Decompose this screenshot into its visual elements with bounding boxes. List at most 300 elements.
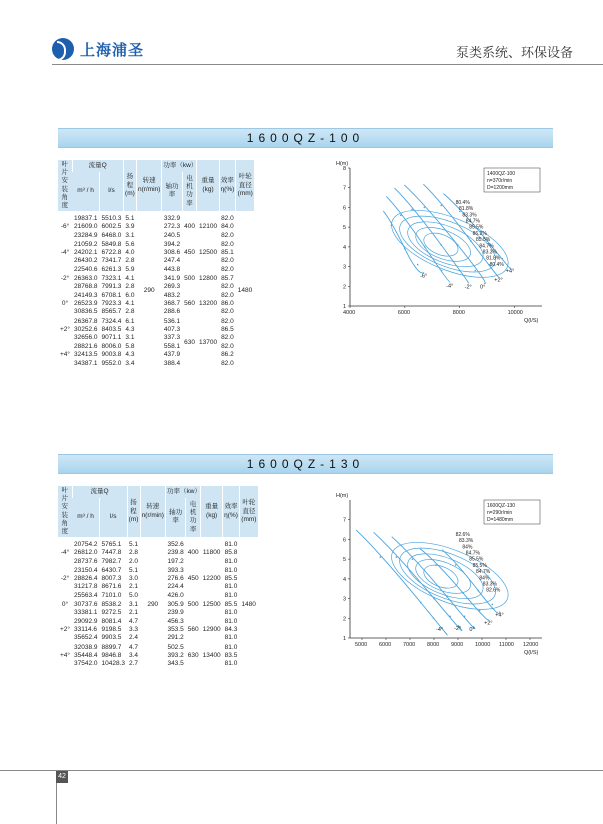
efficiency-cell: 84.0 [219, 223, 236, 231]
weight-cell: 11800 [201, 537, 223, 566]
x-tick-label: 5000 [355, 642, 368, 648]
data-point [449, 616, 451, 618]
flow-m3h-cell: 26367.8 [74, 317, 98, 325]
efficiency-cell: 84.3 [223, 626, 240, 634]
efficiency-cell: 81.0 [223, 592, 240, 601]
efficiency-label: 83.3% [462, 212, 477, 219]
shaft-power-cell: 240.5 [163, 231, 181, 239]
shaft-power-cell: 443.8 [163, 266, 181, 274]
footer-divider [0, 770, 603, 771]
header-flow: 流量Q [72, 486, 127, 498]
flow-ls-cell: 9272.5 [100, 609, 128, 618]
flow-m3h-cell: 24149.3 [74, 292, 98, 300]
header-impeller: 叶轮直径(mm) [236, 160, 254, 211]
logo-mark-icon [52, 38, 74, 60]
shaft-power-cell: 426.0 [167, 592, 184, 600]
shaft-power-cell: 224.4 [167, 583, 184, 591]
series-label: +2° [494, 277, 503, 284]
shaft-power-cell: 288.6 [163, 308, 181, 316]
brand-name: 上海浦圣 [80, 42, 145, 59]
data-point [455, 564, 457, 566]
efficiency-cell: 85.1 [219, 249, 236, 257]
head-cell: 4.7 [129, 618, 139, 626]
flow-ls-cell: 9903.5 [100, 634, 128, 643]
head-cell: 3.4 [125, 359, 135, 367]
x-axis-label: Q(l/S) [524, 318, 539, 324]
flow-m3h-cell: 28737.6 [74, 557, 98, 565]
data-point [446, 596, 448, 598]
flow-ls-cell: 6708.1 [101, 292, 122, 300]
header-speed: 转速n(r/min) [140, 486, 165, 537]
efficiency-label: 85.5% [476, 237, 491, 244]
shaft-power-cell: 291.2 [167, 634, 184, 642]
head-cell: 4.3 [125, 325, 135, 333]
head-cell: 2.1 [129, 583, 139, 591]
y-tick-label: 5 [343, 557, 347, 564]
flow-m3h-cell: 32413.5 [74, 351, 98, 359]
flow-m3h-cell: 30836.5 [74, 308, 98, 316]
data-point [424, 246, 426, 248]
efficiency-label: 81.8% [486, 255, 501, 262]
y-tick-label: 1 [343, 636, 347, 642]
flow-ls-cell: 7324.4 [101, 317, 122, 325]
flow-ls-cell: 5510.3 [100, 211, 124, 223]
flow-ls-cell: 9846.8 [100, 652, 128, 660]
flow-ls-cell: 8899.7 [100, 643, 128, 652]
series-line [386, 196, 450, 282]
efficiency-label: 82.6% [455, 531, 470, 538]
angle-cell: 0° [58, 592, 72, 618]
data-point [433, 598, 435, 600]
shaft-power-cell: 456.3 [167, 618, 184, 626]
efficiency-label: 85.5% [469, 556, 484, 563]
data-point [400, 215, 402, 217]
head-cell: 4.1 [125, 300, 135, 308]
efficiency-cell: 82.0 [219, 334, 236, 343]
weight-cell: 12100 [197, 211, 219, 240]
motor-power-cell: 500 [186, 592, 201, 618]
series-label: -2° [464, 284, 472, 291]
shaft-power-cell: 393.3 [167, 566, 184, 574]
header-head: 扬程(m) [123, 160, 136, 211]
header-flow-ls: l/s [100, 172, 124, 212]
series-label: -4° [436, 627, 444, 634]
data-point [491, 604, 493, 606]
shaft-power-cell: 352.6 [165, 537, 185, 549]
efficiency-cell: 81.0 [223, 558, 240, 567]
x-tick-label: 10000 [475, 642, 491, 648]
head-cell: 2.0 [129, 557, 139, 565]
shaft-power-cell: 239.9 [167, 608, 184, 616]
flow-m3h-cell: 20754.2 [72, 537, 100, 549]
weight-cell: 12500 [201, 592, 223, 618]
head-cell: 3.1 [129, 600, 139, 608]
header-head: 扬程(m) [127, 486, 140, 537]
shaft-power-cell: 343.5 [167, 660, 184, 668]
flow-ls-cell: 8671.6 [100, 583, 128, 592]
performance-chart-1 [330, 158, 556, 330]
header-power: 功率（kw） [162, 160, 197, 172]
efficiency-cell: 85.7 [219, 275, 236, 283]
shaft-power-cell: 272.3 [163, 223, 181, 231]
motor-power-cell: 450 [182, 240, 197, 266]
flow-m3h-cell: 30737.6 [74, 600, 98, 608]
shaft-power-cell: 341.9 [163, 274, 181, 282]
flow-ls-cell: 8538.2 [100, 601, 128, 609]
flow-ls-cell: 9198.5 [100, 626, 128, 634]
flow-ls-cell: 9003.8 [101, 351, 122, 359]
brand-logo [52, 38, 168, 62]
y-tick-label: 6 [343, 537, 347, 544]
x-tick-label: 4000 [343, 310, 356, 316]
flow-m3h-cell: 34387.1 [74, 359, 98, 367]
efficiency-label: 84.7% [479, 243, 494, 250]
flow-ls-cell: 7323.1 [101, 274, 122, 282]
shaft-power-cell: 337.3 [163, 334, 181, 342]
angle-cell: -4° [58, 240, 72, 266]
flow-ls-cell: 6261.3 [101, 266, 122, 274]
efficiency-label: 84.7% [465, 218, 480, 225]
info-line: 1600QZ-130 [487, 503, 516, 509]
efficiency-label: 85.5% [472, 562, 487, 569]
motor-power-cell: 450 [186, 566, 201, 592]
header-flow-ls: l/s [100, 498, 128, 538]
y-tick-label: 6 [343, 205, 347, 212]
y-tick-label: 3 [343, 264, 347, 271]
efficiency-label: 80.4% [489, 261, 504, 268]
performance-chart-2 [330, 490, 556, 662]
header-motor-power: 电机功率 [182, 172, 197, 212]
flow-m3h-cell: 33381.1 [74, 608, 98, 616]
head-cell: 5.0 [129, 592, 139, 600]
head-cell: 2.7 [129, 660, 139, 668]
data-point [440, 205, 442, 207]
y-axis-label: H(m) [336, 161, 349, 167]
data-point [380, 556, 382, 558]
flow-m3h-cell: 31217.8 [74, 583, 98, 591]
efficiency-cell: 82.0 [219, 343, 236, 352]
efficiency-cell: 83.5 [223, 652, 240, 660]
series-label: 0° [480, 284, 486, 291]
shaft-power-cell: 388.4 [163, 359, 181, 367]
head-cell: 4.0 [125, 249, 135, 257]
flow-m3h-cell: 25563.4 [74, 592, 98, 600]
y-tick-label: 7 [343, 517, 347, 524]
data-point [457, 244, 459, 246]
efficiency-cell: 86.0 [219, 300, 236, 308]
data-point [474, 270, 476, 272]
efficiency-contour [383, 529, 517, 627]
angle-cell: -2° [58, 266, 72, 292]
header-angle: 叶片安装角度 [58, 486, 72, 537]
flow-ls-cell: 7341.7 [101, 257, 122, 265]
series-label: +4° [505, 268, 515, 275]
info-line: D=1480mm [487, 517, 513, 523]
shaft-power-cell: 332.9 [162, 211, 182, 223]
efficiency-cell: 82.0 [219, 292, 236, 301]
section-title: 泵类系统、环保设备 [455, 45, 573, 60]
header-shaft-power: 轴功率 [165, 498, 185, 538]
flow-m3h-cell: 21059.2 [74, 240, 98, 248]
y-tick-label: 5 [343, 225, 347, 232]
flow-ls-cell: 9071.1 [101, 334, 122, 342]
flow-m3h-cell: 28821.6 [74, 343, 98, 351]
shaft-power-cell: 239.8 [167, 549, 184, 557]
shaft-power-cell: 502.5 [167, 643, 184, 651]
shaft-power-cell: 368.7 [163, 300, 181, 308]
speed-cell: 290 [140, 537, 165, 668]
weight-cell: 12200 [201, 566, 223, 592]
flow-m3h-cell: 28768.8 [74, 282, 98, 290]
efficiency-label: 83.3% [459, 538, 474, 545]
shaft-power-cell: 247.4 [163, 257, 181, 265]
angle-cell: +2° [58, 618, 72, 644]
efficiency-cell: 85.8 [223, 549, 240, 557]
model-title-band-1 [58, 128, 553, 148]
header-efficiency: 效率 η(%) [219, 160, 236, 211]
flow-ls-cell: 6722.8 [101, 249, 122, 257]
flow-ls-cell: 8565.7 [101, 308, 122, 316]
x-tick-label: 9000 [451, 642, 464, 648]
head-cell: 3.4 [129, 651, 139, 659]
header-weight: 重量(kg) [197, 160, 219, 211]
spec-table [58, 486, 258, 668]
series-label: +2° [484, 620, 493, 627]
header-flow-m3h: m³ / h [72, 498, 100, 538]
header-efficiency: 效率 η(%) [223, 486, 240, 537]
angle-cell: +4° [58, 643, 72, 668]
data-point [404, 248, 406, 250]
flow-m3h-cell: 35448.4 [74, 651, 98, 659]
efficiency-cell: 82.0 [219, 360, 236, 368]
flow-ls-cell: 7101.0 [100, 592, 128, 601]
motor-power-cell: 630 [182, 317, 197, 368]
head-cell: 3.1 [125, 231, 135, 239]
flow-ls-cell: 5765.1 [100, 537, 128, 549]
header-divider [52, 64, 603, 65]
flow-m3h-cell: 19837.1 [72, 211, 100, 223]
angle-cell: -4° [58, 537, 72, 566]
head-cell: 6.1 [125, 317, 135, 325]
data-point [462, 592, 464, 594]
flow-m3h-cell: 26812.0 [74, 549, 98, 557]
efficiency-cell: 82.0 [219, 240, 236, 249]
efficiency-cell: 81.0 [223, 660, 240, 668]
flow-ls-cell: 6430.7 [100, 566, 128, 575]
flow-ls-cell: 9552.0 [101, 359, 122, 367]
data-point [396, 556, 398, 558]
flow-ls-cell: 7923.3 [101, 300, 122, 308]
weight-cell: 12500 [197, 240, 219, 266]
angle-cell: +4° [58, 343, 72, 368]
efficiency-cell: 82.0 [219, 317, 236, 326]
weight-cell: 12900 [201, 618, 223, 644]
table-row [58, 537, 258, 549]
flow-m3h-cell: 23150.4 [74, 566, 98, 574]
shaft-power-cell: 353.5 [167, 626, 184, 634]
efficiency-label: 80.4% [455, 199, 470, 206]
data-point [391, 224, 393, 226]
flow-m3h-cell: 21609.0 [74, 223, 98, 231]
data-point [459, 270, 461, 272]
head-cell: 5.6 [125, 240, 135, 248]
efficiency-cell: 81.0 [223, 583, 240, 592]
efficiency-cell: 81.0 [223, 643, 240, 652]
motor-power-cell: 630 [186, 643, 201, 668]
header-row [58, 486, 258, 498]
weight-cell: 13200 [197, 292, 219, 318]
header-shaft-power: 轴功率 [162, 172, 182, 212]
flow-m3h-cell: 29092.9 [74, 618, 98, 626]
head-cell: 3.0 [129, 575, 139, 583]
shaft-power-cell: 276.6 [167, 575, 184, 583]
x-tick-label: 7000 [403, 642, 416, 648]
header-speed: 转速n(r/min) [136, 160, 161, 211]
efficiency-cell: 81.0 [223, 537, 240, 549]
data-point [412, 558, 414, 560]
efficiency-label: 85.5% [469, 224, 484, 231]
efficiency-cell: 82.0 [219, 308, 236, 317]
header-weight: 重量(kg) [201, 486, 223, 537]
x-tick-label: 6000 [397, 310, 411, 316]
header-flow: 流量Q [72, 160, 123, 172]
efficiency-label: 84.7% [476, 569, 491, 576]
flow-m3h-cell: 33114.6 [72, 626, 100, 634]
shaft-power-cell: 558.1 [163, 343, 181, 351]
data-point [420, 602, 422, 604]
flow-m3h-cell: 26430.2 [74, 257, 98, 265]
data-point [464, 616, 466, 618]
angle-cell: +2° [58, 317, 72, 343]
x-axis-label: Q(l/S) [524, 650, 539, 656]
flow-ls-cell: 8403.5 [101, 325, 122, 333]
weight-cell: 12800 [197, 266, 219, 292]
shaft-power-cell: 305.9 [167, 600, 184, 608]
data-point [470, 240, 472, 242]
x-tick-label: 11000 [499, 642, 514, 648]
header-angle: 叶片安装角度 [58, 160, 72, 211]
head-cell: 3.3 [129, 626, 139, 634]
shaft-power-cell: 393.2 [167, 651, 184, 659]
weight-cell: 13400 [201, 643, 223, 668]
head-cell: 2.1 [129, 608, 139, 616]
flow-ls-cell: 6002.5 [101, 223, 122, 231]
header-motor-power: 电机功率 [186, 498, 201, 538]
efficiency-cell: 81.0 [223, 634, 240, 643]
efficiency-cell: 82.0 [219, 257, 236, 266]
data-point [423, 207, 425, 209]
flow-ls-cell: 7991.3 [101, 282, 122, 290]
motor-power-cell: 500 [182, 266, 197, 292]
flow-m3h-cell: 32656.0 [74, 334, 98, 342]
chart-info-box [484, 500, 540, 524]
data-point [478, 590, 480, 592]
flow-ls-cell: 7982.7 [100, 558, 128, 567]
angle-cell: -6° [58, 211, 72, 240]
flow-m3h-cell: 35652.4 [74, 634, 98, 642]
efficiency-cell: 86.2 [219, 351, 236, 359]
efficiency-label: 84.7% [465, 550, 480, 557]
shaft-power-cell: 394.2 [163, 240, 181, 248]
model-title-2: 1600QZ-130 [246, 457, 365, 471]
speed-cell: 290 [136, 211, 161, 368]
y-tick-label: 8 [343, 166, 347, 172]
efficiency-label: 83.3% [482, 249, 497, 256]
head-cell: 4.7 [129, 643, 139, 651]
efficiency-cell: 82.0 [219, 266, 236, 275]
efficiency-cell: 81.0 [223, 609, 240, 618]
head-cell: 2.8 [125, 282, 135, 290]
head-cell: 5.8 [125, 343, 135, 351]
series-label: 0° [469, 627, 475, 634]
efficiency-cell: 82.0 [219, 283, 236, 292]
flow-m3h-cell: 26363.0 [74, 274, 98, 282]
data-point [479, 610, 481, 612]
x-tick-label: 12000 [523, 642, 539, 648]
x-tick-label: 6000 [379, 642, 392, 648]
head-cell: 4.3 [125, 351, 135, 359]
efficiency-label: 84% [479, 575, 490, 582]
head-cell: 3.9 [125, 223, 135, 231]
flow-m3h-cell: 32038.9 [74, 643, 98, 651]
efficiency-cell: 81.0 [223, 618, 240, 627]
weight-cell: 13700 [197, 317, 219, 368]
data-point [417, 264, 419, 266]
flow-m3h-cell: 24202.1 [74, 249, 98, 257]
efficiency-cell: 85.5 [223, 575, 240, 583]
motor-power-cell: 560 [182, 292, 197, 318]
header-flow-m3h: m³ / h [72, 172, 100, 212]
efficiency-label: 81.8% [459, 206, 474, 213]
y-tick-label: 7 [343, 185, 347, 192]
angle-cell: 0° [58, 292, 72, 318]
head-cell: 2.8 [125, 308, 135, 316]
spec-table [58, 160, 254, 368]
efficiency-cell: 86.5 [219, 326, 236, 334]
model-title-band-2 [58, 454, 553, 474]
efficiency-label: 86.2% [472, 230, 487, 237]
head-cell: 5.9 [125, 266, 135, 274]
head-cell: 2.8 [129, 549, 139, 557]
flow-m3h-cell: 23284.9 [74, 231, 98, 239]
header-row [58, 160, 254, 172]
head-cell: 3.1 [125, 334, 135, 342]
impeller-cell: 1480 [236, 211, 254, 368]
head-cell: 2.8 [125, 257, 135, 265]
y-tick-label: 3 [343, 596, 347, 603]
flow-ls-cell: 10428.3 [101, 660, 126, 668]
flow-ls-cell: 5849.8 [101, 240, 122, 248]
chart-info-box [484, 168, 540, 192]
x-tick-label: 8000 [427, 642, 440, 648]
shaft-power-cell: 407.3 [163, 325, 181, 333]
series-line [423, 184, 498, 277]
head-cell: 5.1 [127, 537, 140, 549]
shaft-power-cell: 197.2 [167, 557, 184, 565]
page-number: 42 [56, 771, 68, 783]
x-tick-label: 10000 [507, 310, 523, 316]
info-line: n=290r/min [487, 510, 513, 516]
data-point [441, 270, 443, 272]
flow-m3h-cell: 37542.0 [74, 660, 98, 668]
data-point [411, 209, 413, 211]
shaft-power-cell: 437.9 [163, 351, 181, 359]
shaft-power-cell: 536.1 [163, 317, 181, 325]
efficiency-label: 84% [462, 544, 473, 551]
y-tick-label: 2 [343, 284, 347, 291]
efficiency-cell: 82.0 [219, 232, 236, 241]
head-cell: 4.1 [125, 274, 135, 282]
